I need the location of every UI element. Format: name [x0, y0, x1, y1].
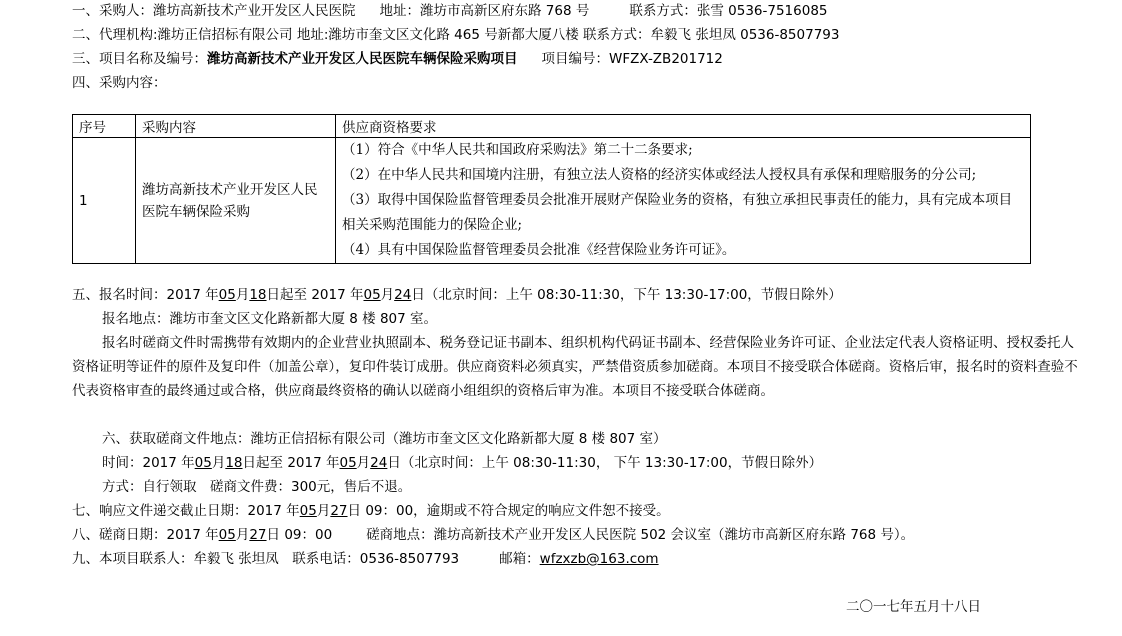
project-name: 潍坊高新技术产业开发区人民医院车辆保险采购项目 — [207, 51, 518, 67]
header-requirements: 供应商资格要求 — [336, 115, 1031, 138]
requirement-item: （4）具有中国保险监督管理委员会批准《经营保险业务许可证》。 — [342, 242, 736, 258]
procurement-table — [72, 114, 1031, 264]
contact-line: 九、本项目联系人：牟毅飞 张坦凤 联系电话：0536-8507793 邮箱：wfzxzb@163.com — [72, 551, 659, 567]
header-content: 采购内容 — [136, 115, 336, 138]
row-no: 1 — [73, 138, 136, 264]
purchaser-contact: 张雪 0536-7516085 — [696, 3, 828, 19]
requirement-item: （3）取得中国保险监督管理委员会批准开展财产保险业务的资格，有独立承担民事责任的能力，具有完成本项目相关采购范围能力的保险企业; — [342, 192, 1013, 233]
registration-place: 报名地点：潍坊市奎文区文化路新都大厦 8 楼 807 室。 — [102, 311, 438, 327]
requirement-item: （2）在中华人民共和国境内注册，有独立法人资格的经济实体或经法人授权具有承保和理赔服务的分公司; — [342, 167, 977, 183]
submission-deadline: 七、响应文件递交截止日期：2017 年05月27日 09：00，逾期或不符合规定的响应文件恕不接受。 — [72, 503, 670, 519]
negotiation-date: 八、磋商日期：2017 年05月27日 09：00 磋商地点：潍坊高新技术产业开发区人民医院 502 会议室（潍坊市高新区府东路 768 号）。 — [72, 527, 915, 543]
project-number: WFZX-ZB201712 — [609, 51, 723, 67]
agency-line: 二、代理机构:潍坊正信招标有限公司 地址:潍坊市奎文区文化路 465 号新都大厦八楼 联系方式：牟毅飞 张坦凤 0536-8507793 — [72, 27, 840, 43]
table-row — [73, 138, 1031, 264]
purchaser-name: 潍坊高新技术产业开发区人民医院 — [153, 3, 356, 19]
project-line: 三、项目名称及编号：潍坊高新技术产业开发区人民医院车辆保险采购项目 项目编号：WFZX-ZB201712 — [72, 51, 723, 67]
row-requirements — [336, 138, 1031, 264]
purchaser-address: 潍坊市高新区府东路 768 号 — [420, 3, 590, 19]
purchaser-line: 一、采购人：潍坊高新技术产业开发区人民医院 地址：潍坊市高新区府东路 768 号 联系方式：张雪 0536-7516085 — [72, 3, 828, 19]
document-time: 时间：2017 年05月18日起至 2017 年05月24日（北京时间：上午 08:30-11:30， 下午 13:30-17:00，节假日除外） — [102, 455, 823, 471]
registration-time: 五、报名时间：2017 年05月18日起至 2017 年05月24日（北京时间：上午 08:30-11:30，下午 13:30-17:00，节假日除外） — [72, 287, 842, 303]
document-date: 二〇一七年五月十八日 — [846, 599, 981, 615]
header-no: 序号 — [73, 115, 136, 138]
row-content: 潍坊高新技术产业开发区人民医院车辆保险采购 — [136, 138, 336, 264]
requirement-item: （1）符合《中华人民共和国政府采购法》第二十二条要求; — [342, 142, 693, 158]
document-method: 方式：自行领取 磋商文件费：300元，售后不退。 — [102, 479, 412, 495]
document-location: 六、获取磋商文件地点：潍坊正信招标有限公司（潍坊市奎文区文化路新都大厦 8 楼 807 室） — [102, 431, 667, 447]
email-link[interactable]: wfzxzb@163.com — [539, 551, 659, 567]
procurement-content-heading: 四、采购内容： — [72, 75, 167, 91]
table-header-row — [73, 115, 1031, 138]
negotiation-place: 磋商地点：潍坊高新技术产业开发区人民医院 502 会议室（潍坊市高新区府东路 768 号）。 — [366, 527, 915, 543]
registration-note: 报名时磋商文件时需携带有效期内的企业营业执照副本、税务登记证书副本、组织机构代码证书副本、经营保险业务许可证、企业法定代表人资格证明、授权委托人资格证明等证件的原件及复印件（加盖公章），复印件装订成册。供应商资料必须真实，严禁借资质参加磋商。本项目不接受联合体磋商。资格后审，报名时的资料查验不代表资格审查的最终通过或合格，供应商最终资格的确认以磋商小组组织的资格后审为准。本项目不接受联合体磋商。 — [72, 335, 1078, 399]
